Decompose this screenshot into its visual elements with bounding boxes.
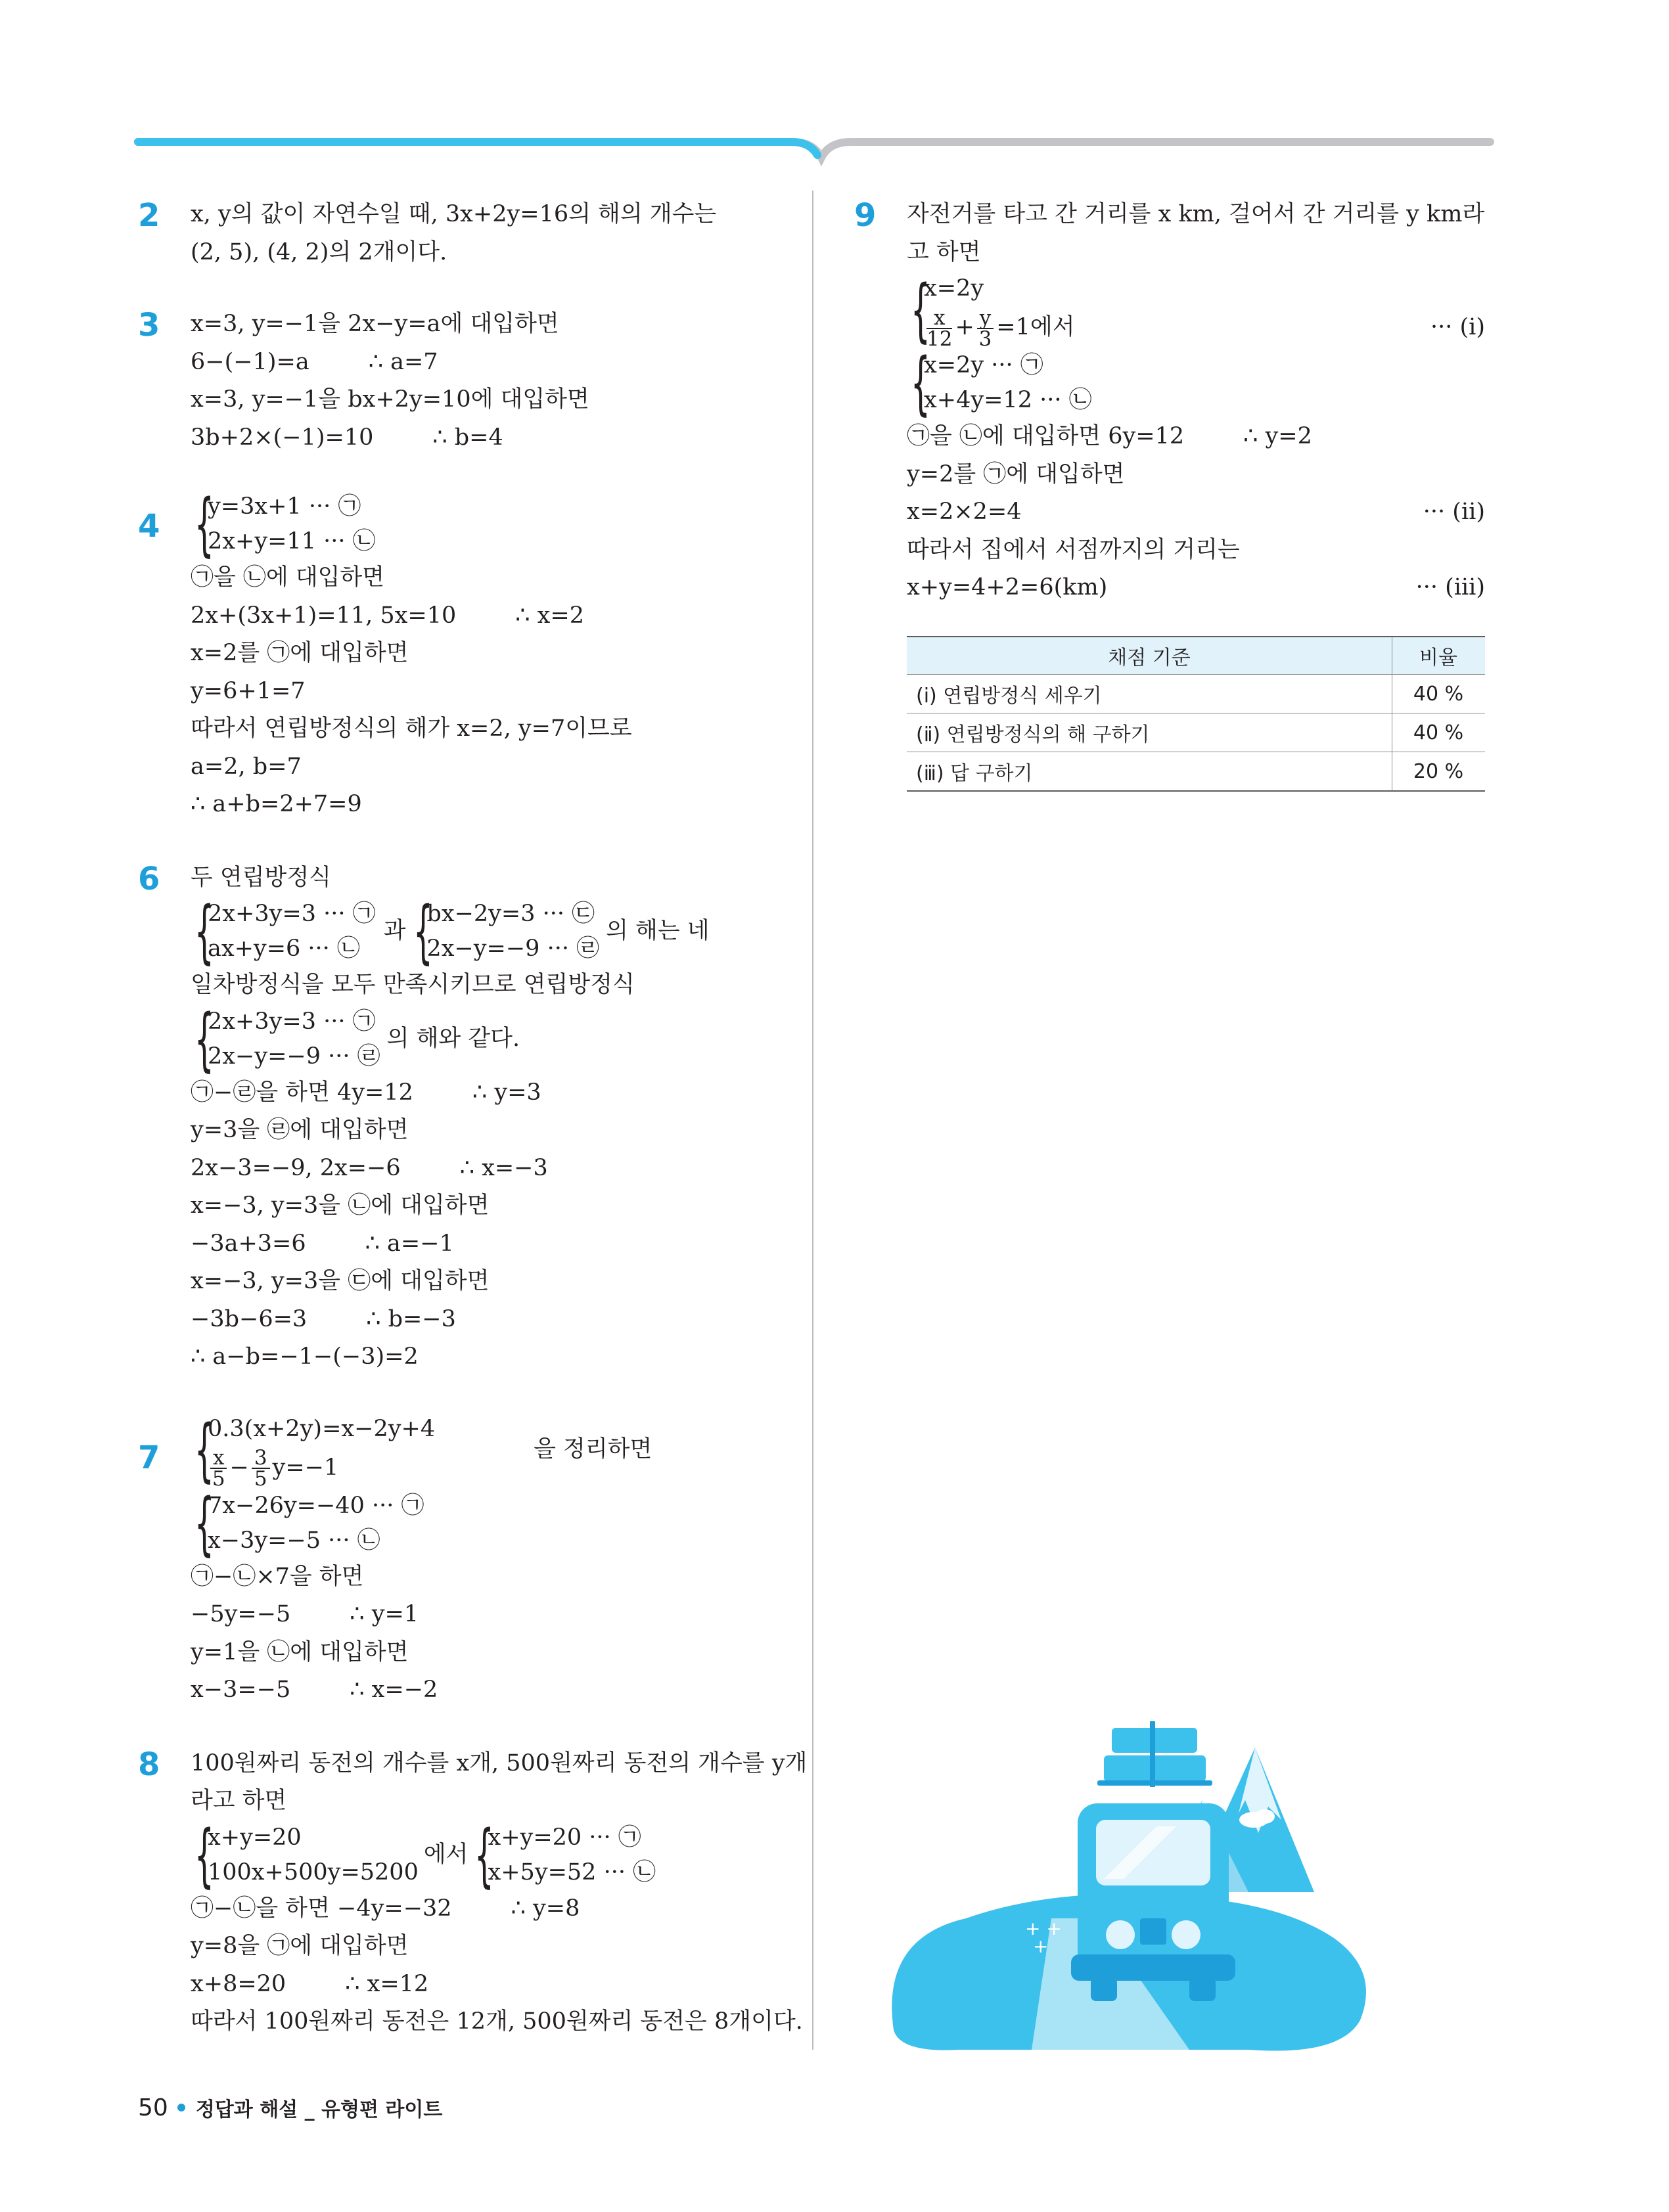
- header-bar: [0, 0, 1669, 171]
- table-cell: (ⅲ) 답 구하기: [907, 752, 1392, 792]
- footer-title: 정답과 해설 _ 유형편 라이트: [195, 2098, 443, 2121]
- equation: ax+y=6 ··· ㉡: [208, 936, 360, 962]
- text-line: 따라서 연립방정식의 해가 x=2, y=7이므로: [191, 715, 632, 742]
- text-line: 라고 하면: [191, 1788, 287, 1814]
- equation: x+y=20: [208, 1824, 302, 1851]
- equation-line: [191, 1150, 782, 1188]
- equation: 2x+y=11 ··· ㉡: [208, 528, 376, 554]
- problem-4: [138, 484, 782, 824]
- problem-2: [138, 196, 782, 271]
- problem-number: 2: [138, 197, 160, 234]
- result: ∴ y=1: [350, 1601, 419, 1627]
- text-line: a=2, b=7: [191, 753, 302, 780]
- brace: {: [194, 1815, 214, 1895]
- equation-line: [907, 418, 1485, 456]
- table-row: [907, 675, 1485, 713]
- equation: x=2y ··· ㉠: [924, 352, 1043, 378]
- text-line: ∴ a+b=2+7=9: [191, 791, 362, 817]
- equation: x=2×2=4: [907, 499, 1022, 525]
- equation: 2x+(3x+1)=11, 5x=10: [191, 602, 457, 629]
- svg-text:+: +: [1033, 1935, 1049, 1957]
- problem-number: 3: [138, 307, 160, 344]
- equation-line: [907, 569, 1485, 607]
- equation: −3b−6=3: [191, 1305, 308, 1332]
- equation-system-pair: [191, 892, 782, 972]
- table-header: 비율: [1392, 637, 1486, 675]
- equation: ㉠−㉣을 하면 4y=12: [191, 1079, 413, 1106]
- equation-line: [907, 493, 1485, 531]
- right-column: [854, 196, 1485, 607]
- text-line: x=2를 ㉠에 대입하면: [191, 640, 409, 666]
- step-tag: ··· (ⅰ): [1430, 314, 1485, 340]
- problem-6: [138, 859, 782, 1376]
- equation-line: [191, 1074, 782, 1112]
- page-footer: [138, 2093, 442, 2122]
- car-illustration: [880, 1721, 1380, 2056]
- text-line: y=8을 ㉠에 대입하면: [191, 1933, 409, 1959]
- text-line: 따라서 100원짜리 동전은 12개, 500원짜리 동전은 8개이다.: [191, 2008, 803, 2035]
- table-cell: 20 %: [1392, 752, 1486, 792]
- result: ∴ x=2: [515, 602, 584, 629]
- text-line: ∴ a−b=−1−(−3)=2: [191, 1343, 419, 1370]
- text-line: x=3, y=−1을 bx+2y=10에 대입하면: [191, 386, 589, 413]
- result: ∴ y=2: [1243, 423, 1312, 449]
- fraction: $\frac{x}{12}$: [926, 305, 953, 351]
- brace: {: [911, 343, 930, 423]
- problem-number: 6: [138, 860, 160, 897]
- table-row: [907, 713, 1485, 752]
- result: ∴ x=12: [345, 1970, 429, 1997]
- table-cell: 40 %: [1392, 713, 1486, 752]
- svg-text:+ +: + +: [1025, 1918, 1062, 1939]
- equation-line: [191, 344, 782, 382]
- brace: {: [413, 892, 434, 972]
- equation: 0.3(x+2y)=x−2y+4: [208, 1415, 436, 1442]
- text-tail: 의 해와 같다.: [386, 1025, 520, 1052]
- step-tag: ··· (ⅲ): [1415, 574, 1485, 600]
- equation: 2x−3=−9, 2x=−6: [191, 1154, 401, 1181]
- table-cell: (ⅱ) 연립방정식의 해 구하기: [907, 713, 1392, 752]
- equation: bx−2y=3 ··· ㉢: [426, 901, 595, 927]
- problem-number: 7: [138, 1439, 160, 1476]
- text-line: 두 연립방정식: [191, 864, 331, 891]
- fraction: $\frac{3}{5}$: [252, 1448, 270, 1489]
- equation-line: [191, 1225, 782, 1263]
- text-line: 따라서 집에서 서점까지의 거리는: [907, 536, 1240, 563]
- equation: x+y=4+2=6(km): [907, 574, 1108, 600]
- result: ∴ b=−3: [366, 1305, 456, 1332]
- brace: {: [194, 484, 214, 564]
- step-tag: ··· (ⅱ): [1423, 499, 1485, 525]
- text-line: x=−3, y=3을 ㉡에 대입하면: [191, 1192, 490, 1219]
- equation-line: [191, 1596, 782, 1634]
- equation-line: [191, 1301, 782, 1339]
- table-header: 채점 기준: [907, 637, 1392, 675]
- brace: {: [194, 892, 214, 972]
- problem-number: 9: [854, 197, 877, 234]
- text-line: y=3을 ㉣에 대입하면: [191, 1117, 409, 1143]
- equation: 2x+3y=3 ··· ㉠: [208, 901, 376, 927]
- text-line: 고 하면: [907, 238, 981, 265]
- result: ∴ a=−1: [365, 1230, 454, 1257]
- text-tail: 을 정리하면: [534, 1436, 652, 1463]
- equation-line: [191, 1890, 782, 1928]
- equation: 7x−26y=−40 ··· ㉠: [208, 1492, 424, 1519]
- text-line: y=1을 ㉡에 대입하면: [191, 1638, 409, 1665]
- text-line: x, y의 값이 자연수일 때, 3x+2y=16의 해의 개수는: [191, 201, 717, 227]
- fraction: $\frac{x}{5}$: [210, 1448, 227, 1489]
- connector: 과: [383, 918, 406, 945]
- result: ∴ x=−2: [350, 1677, 438, 1703]
- equation: x+8=20: [191, 1970, 286, 1997]
- equation-line: [191, 1966, 782, 2004]
- bullet-dot: [177, 2104, 185, 2111]
- text-line: x=−3, y=3을 ㉢에 대입하면: [191, 1268, 490, 1294]
- equation: ㉠을 ㉡에 대입하면 6y=12: [907, 423, 1185, 449]
- text-line: 자전거를 타고 간 거리를 x km, 걸어서 간 거리를 y km라: [907, 201, 1485, 227]
- table-cell: (ⅰ) 연립방정식 세우기: [907, 675, 1392, 713]
- equation-system-pair: [191, 1815, 782, 1895]
- page-number: 50: [138, 2094, 168, 2121]
- text-line: 일차방정식을 모두 만족시키므로 연립방정식: [191, 972, 635, 998]
- text-line: ㉠을 ㉡에 대입하면: [191, 564, 385, 591]
- equation-system: [907, 269, 1485, 351]
- equation-system: [191, 484, 782, 564]
- equation: −3a+3=6: [191, 1230, 306, 1257]
- equation: 6−(−1)=a: [191, 348, 309, 375]
- text-line: 100원짜리 동전의 개수를 x개, 500원짜리 동전의 개수를 y개: [191, 1749, 808, 1776]
- equation: $\frac{x}{12}$ + $\frac{y}{3}$ =1에서 ··· (ⅰ): [926, 305, 1485, 351]
- equation: $\frac{x}{5}$ − $\frac{3}{5}$ y=−1: [208, 1447, 435, 1489]
- equation: x+4y=12 ··· ㉡: [924, 387, 1092, 413]
- equation: 100x+500y=5200: [208, 1859, 419, 1885]
- equation-system: [191, 999, 782, 1079]
- equation: −5y=−5: [191, 1601, 291, 1627]
- equation: x=2y: [924, 275, 984, 302]
- column-divider: [812, 191, 813, 2050]
- brace: {: [194, 1483, 214, 1564]
- brace: {: [194, 999, 214, 1079]
- brace: {: [194, 1410, 214, 1490]
- equation: 2x+3y=3 ··· ㉠: [208, 1008, 376, 1035]
- problem-number: 8: [138, 1746, 160, 1783]
- equation: x−3y=−5 ··· ㉡: [208, 1527, 380, 1554]
- equation: 2x−y=−9 ··· ㉣: [426, 936, 600, 962]
- equation: x−3=−5: [191, 1677, 291, 1703]
- text-line: ㉠−㉡×7을 하면: [191, 1563, 364, 1590]
- problem-7: [138, 1410, 782, 1709]
- grading-table: [907, 636, 1485, 792]
- equation-line: [191, 419, 782, 457]
- connector: 에서: [423, 1841, 469, 1868]
- equation-system: [907, 343, 1485, 423]
- fraction: $\frac{y}{3}$: [977, 308, 994, 349]
- equation-system: [191, 1483, 782, 1564]
- brace: {: [474, 1815, 495, 1895]
- equation: x+y=20 ··· ㉠: [488, 1824, 641, 1851]
- result: ∴ y=3: [472, 1079, 541, 1106]
- table-row: [907, 752, 1485, 792]
- equation: x+5y=52 ··· ㉡: [488, 1859, 656, 1885]
- text-tail: 의 해는 네: [606, 918, 710, 945]
- text-line: y=2를 ㉠에 대입하면: [907, 461, 1125, 487]
- text-line: (2, 5), (4, 2)의 2개이다.: [191, 238, 447, 265]
- table-cell: 40 %: [1392, 675, 1486, 713]
- equation: 3b+2×(−1)=10: [191, 424, 374, 451]
- problem-3: [138, 305, 782, 457]
- left-column: [138, 196, 808, 2041]
- brace: {: [911, 269, 930, 350]
- equation: 2x−y=−9 ··· ㉣: [208, 1043, 380, 1070]
- result: ∴ b=4: [432, 424, 503, 451]
- equation: ㉠−㉡을 하면 −4y=−32: [191, 1895, 452, 1922]
- result: ∴ y=8: [511, 1895, 580, 1922]
- table-header-row: [907, 637, 1485, 675]
- equation-line: [191, 1671, 782, 1709]
- result: ∴ x=−3: [459, 1154, 548, 1181]
- result: ∴ a=7: [368, 348, 438, 375]
- equation-line: [191, 597, 782, 635]
- equation: y=3x+1 ··· ㉠: [208, 493, 361, 520]
- equation-system: [191, 1412, 782, 1489]
- problem-9: [854, 196, 1485, 607]
- problem-8: [138, 1745, 808, 2041]
- text-line: x=3, y=−1을 2x−y=a에 대입하면: [191, 311, 559, 337]
- problem-number: 4: [138, 508, 160, 545]
- text-line: y=6+1=7: [191, 677, 306, 704]
